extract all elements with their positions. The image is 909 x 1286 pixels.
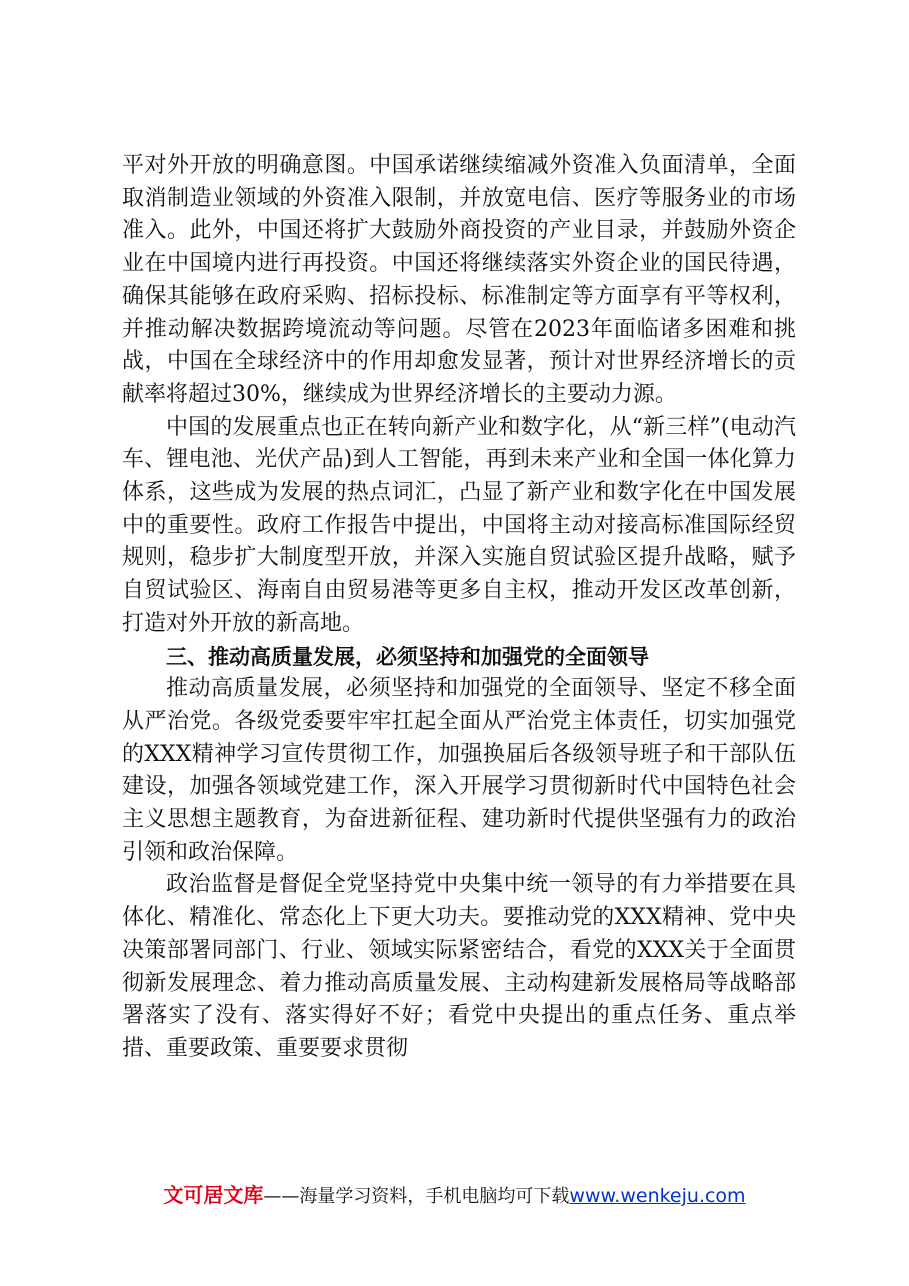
footer-brand: 文可居文库	[163, 1183, 264, 1207]
footer-banner	[0, 1180, 909, 1212]
body-paragraph-1: 平对外开放的明确意图。中国承诺继续缩减外资准入负面清单，全面取消制造业领域的外资准入限制，并放宽电信、医疗等服务业的市场准入。此外，中国还将扩大鼓励外商投资的产业目录，并鼓励外资企业在中国境内进行再投资。中国还将继续落实外资企业的国民待遇，确保其能够在政府采购、招标投标、标准制定等方面享有平等权利，并推动解决数据跨境流动等问题。尽管在2023年面临诸多困难和挑战，中国在全球经济中的作用却愈发显著，预计对世界经济增长的贡献率将超过30%，继续成为世界经济增长的主要动力源。	[122, 153, 796, 407]
body-paragraph-2: 中国的发展重点也正在转向新产业和数字化，从“新三样”(电动汽车、锂电池、光伏产品)到人工智能，再到未来产业和全国一体化算力体系，这些成为发展的热点词汇，凸显了新产业和数字化在中国发展中的重要性。政府工作报告中提出，中国将主动对接高标准国际经贸规则，稳步扩大制度型开放，并深入实施自贸试验区提升战略，赋予自贸试验区、海南自由贸易港等更多自主权，推动开发区改革创新，打造对外开放的新高地。	[122, 414, 796, 636]
body-paragraph-4: 政治监督是督促全党坚持党中央集中统一领导的有力举措要在具体化、精准化、常态化上下更大功夫。要推动党的XXX精神、党中央决策部署同部门、行业、领域实际紧密结合，看党的XXX关于全面贯彻新发展理念、着力推动高质量发展、主动构建新发展格局等战略部署落实了没有、落实得好不好；看党中央提出的重点任务、重点举措、重要政策、重要要求贯彻	[122, 872, 796, 1061]
footer-tagline: ——海量学习资料，手机电脑均可下载	[263, 1186, 570, 1207]
footer-url-link[interactable]: www.wenkeju.com	[569, 1185, 746, 1207]
section-heading: 三、推动高质量发展，必须坚持和加强党的全面领导	[166, 644, 649, 669]
document-body	[122, 150, 796, 1066]
body-paragraph-3: 推动高质量发展，必须坚持和加强党的全面领导、坚定不移全面从严治党。各级党委要牢牢扛起全面从严治党主体责任，切实加强党的XXX精神学习宣传贯彻工作，加强换届后各级领导班子和干部队伍建设，加强各领域党建工作，深入开展学习贯彻新时代中国特色社会主义思想主题教育，为奋进新征程、建功新时代提供坚强有力的政治引领和政治保障。	[122, 676, 796, 865]
